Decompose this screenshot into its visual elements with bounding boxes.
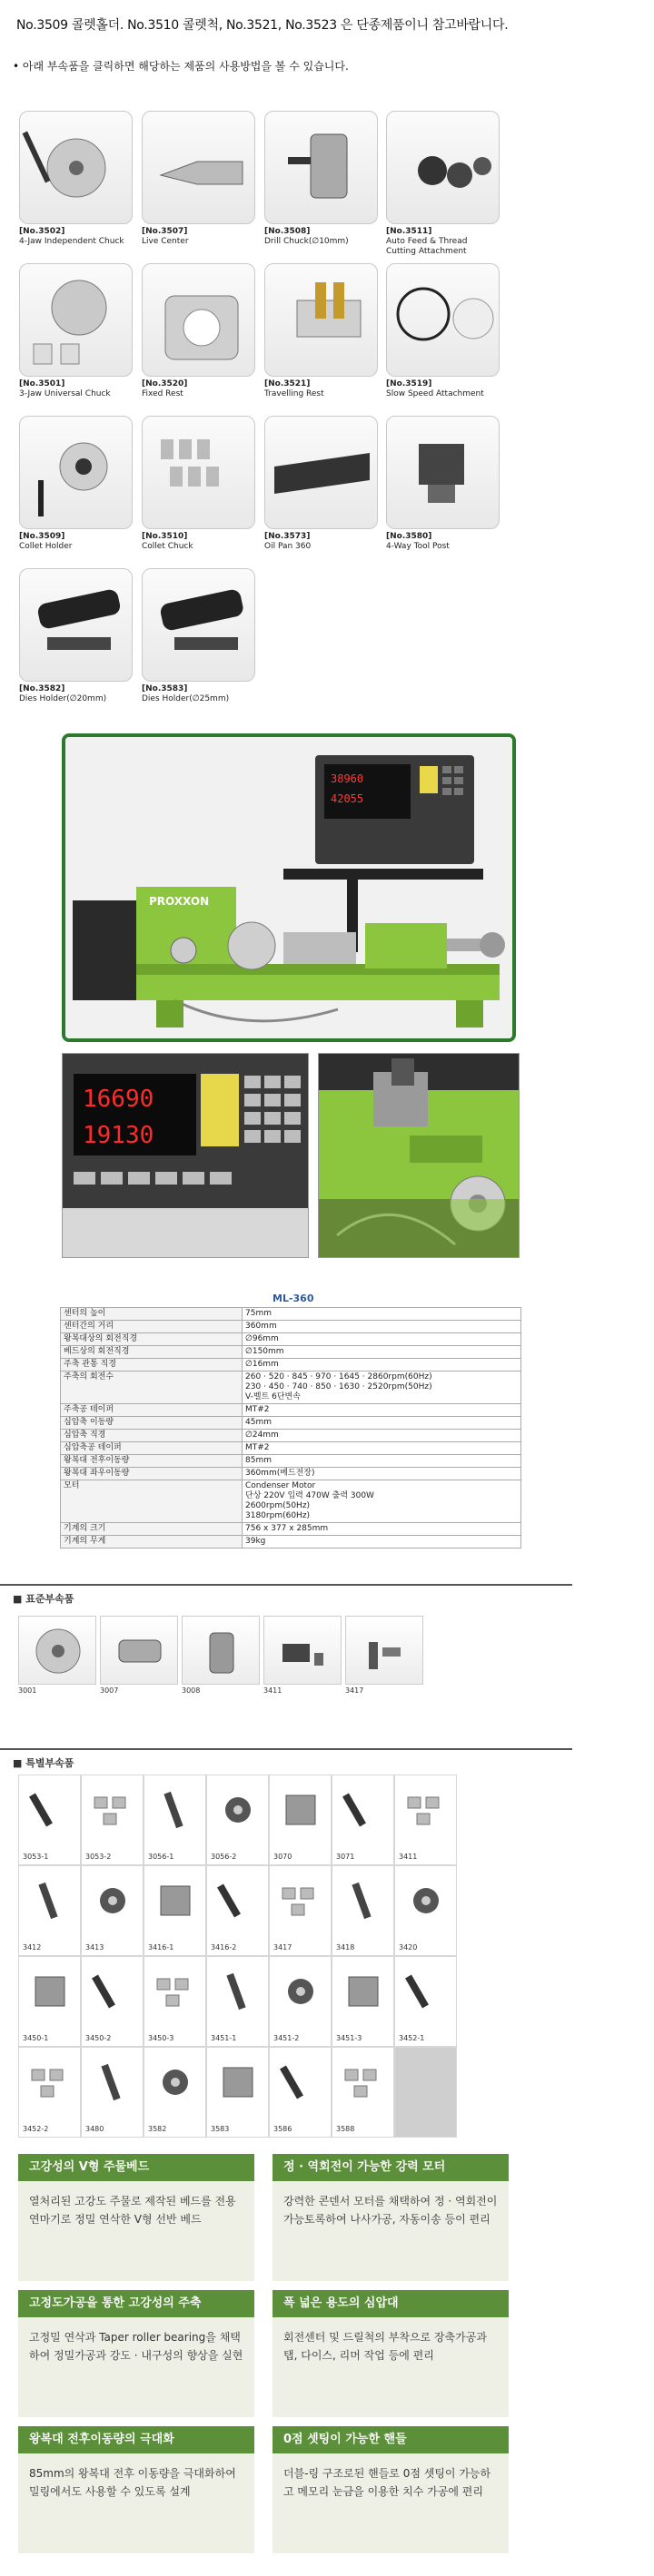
spec-value: ∅96mm <box>243 1333 521 1346</box>
spec-title: ML-360 <box>272 1293 314 1304</box>
accessory-label <box>386 379 500 399</box>
spec-key: 주축공 테이퍼 <box>61 1404 243 1417</box>
special-accessory-photo[interactable] <box>154 1788 197 1832</box>
special-accessory-photo[interactable] <box>91 2060 134 2104</box>
accessory-photo[interactable] <box>142 263 255 377</box>
accessory-item[interactable] <box>142 263 255 399</box>
special-accessory[interactable] <box>332 1775 394 1865</box>
feature-title: 고강성의 V형 주물베드 <box>18 2154 254 2181</box>
accessory-number: [No.3573] <box>264 532 311 541</box>
accessory-photo[interactable] <box>19 263 133 377</box>
spec-row <box>61 1430 521 1442</box>
special-accessory-number: 3450-1 <box>23 2034 49 2042</box>
feature-box <box>272 2154 509 2281</box>
spec-row <box>61 1359 521 1372</box>
accessory-label <box>264 227 378 247</box>
accessory-photo[interactable] <box>142 416 255 529</box>
accessory-number: [No.3519] <box>386 379 432 388</box>
spec-key: 기계의 크기 <box>61 1523 243 1536</box>
section-divider <box>0 1748 572 1750</box>
accessory-label <box>142 684 255 704</box>
special-accessory-number: 3418 <box>336 1943 355 1952</box>
special-accessory[interactable] <box>269 1775 332 1865</box>
special-accessory-photo[interactable] <box>279 1879 322 1922</box>
accessory-label <box>19 532 133 552</box>
spec-key: 기계의 무게 <box>61 1536 243 1549</box>
special-accessory[interactable] <box>18 1865 81 1956</box>
accessory-name: Fixed Rest <box>142 389 183 398</box>
accessory-name: Collet Holder <box>19 542 73 551</box>
display-small-top: 38960 <box>331 772 364 785</box>
spec-value: ∅24mm <box>243 1430 521 1442</box>
standard-accessory-number: 3007 <box>100 1686 119 1695</box>
special-accessory-photo[interactable] <box>342 1879 385 1922</box>
accessory-number: [No.3509] <box>19 532 65 541</box>
feature-body: 강력한 콘덴서 모터를 채택하여 정 · 역회전이 가능토록하여 나사가공, 자동이송 등이 편리 <box>272 2181 509 2281</box>
accessory-number: [No.3501] <box>19 379 65 388</box>
feature-box <box>272 2426 509 2553</box>
special-accessory-number: 3070 <box>273 1853 292 1861</box>
spec-key: 주축의 회전수 <box>61 1372 243 1404</box>
special-accessory[interactable] <box>18 1775 81 1865</box>
accessory-item[interactable] <box>264 263 378 399</box>
special-accessory-number: 3451-1 <box>211 2034 237 2042</box>
spec-value: 756 x 377 x 285mm <box>243 1523 521 1536</box>
carriage-closeup <box>318 1053 520 1258</box>
special-accessory-photo[interactable] <box>216 2060 260 2104</box>
accessory-photo[interactable] <box>264 263 378 377</box>
special-accessory[interactable] <box>18 1956 81 2047</box>
accessory-name: 4-Jaw Independent Chuck <box>19 237 124 246</box>
accessory-number: [No.3502] <box>19 227 65 236</box>
accessory-photo[interactable] <box>386 416 500 529</box>
special-accessory-number: 3582 <box>148 2125 167 2133</box>
spec-key: 왕복대 좌우이동량 <box>61 1468 243 1480</box>
spec-key: 왕복대 전후이동량 <box>61 1455 243 1468</box>
special-accessory-number: 3451-3 <box>336 2034 362 2042</box>
accessory-number: [No.3507] <box>142 227 188 236</box>
special-accessory-photo[interactable] <box>279 2060 322 2104</box>
accessory-name: Dies Holder(∅25mm) <box>142 694 230 703</box>
accessory-label <box>19 227 133 247</box>
accessory-item[interactable] <box>386 111 500 257</box>
feature-title: 0점 셋팅이 가능한 핸들 <box>272 2426 509 2453</box>
spec-key: 모터 <box>61 1480 243 1523</box>
accessory-photo[interactable] <box>264 111 378 224</box>
spec-row <box>61 1523 521 1536</box>
spec-row <box>61 1333 521 1346</box>
standard-accessory-number: 3417 <box>345 1686 364 1695</box>
special-accessory[interactable] <box>269 1865 332 1956</box>
special-accessory[interactable] <box>144 2047 206 2138</box>
accessory-photo[interactable] <box>142 568 255 682</box>
spec-row <box>61 1442 521 1455</box>
spec-key: 왕복대상의 회전직경 <box>61 1333 243 1346</box>
spec-value: Condenser Motor 단상 220V 입력 470W 출력 300W 2600rpm(50Hz) 3180rpm(60Hz) <box>243 1480 521 1523</box>
special-accessory-number: 3450-3 <box>148 2034 174 2042</box>
special-accessory[interactable] <box>206 1775 269 1865</box>
spec-value: 85mm <box>243 1455 521 1468</box>
spec-key: 센터간의 거리 <box>61 1321 243 1333</box>
accessory-item[interactable] <box>19 568 133 704</box>
accessory-photo[interactable] <box>19 416 133 529</box>
standard-accessory-number: 3008 <box>182 1686 201 1695</box>
special-accessory-photo[interactable] <box>91 1788 134 1832</box>
special-accessory-photo[interactable] <box>342 2060 385 2104</box>
discontinued-notice: No.3509 콜렛홀더. No.3510 콜렛척, No.3521, No.3523 은 단종제품이니 참고바랍니다. <box>16 18 509 33</box>
feature-body: 고정밀 연삭과 Taper roller bearing을 채택하여 정밀가공과 강도 · 내구성의 향상을 실현 <box>18 2317 254 2417</box>
feature-box <box>18 2154 254 2281</box>
standard-accessory-number: 3411 <box>263 1686 282 1695</box>
standard-accessory[interactable] <box>18 1616 96 1695</box>
display-small-bottom: 42055 <box>331 792 364 805</box>
standard-accessory-photo[interactable] <box>182 1616 260 1685</box>
accessory-label <box>386 227 500 257</box>
readout-top: 16690 <box>83 1086 154 1113</box>
special-accessory-number: 3071 <box>336 1853 355 1861</box>
standard-accessory-photo[interactable] <box>263 1616 342 1685</box>
feature-body: 열처리된 고강도 주물로 제작된 베드를 전용 연마기로 정밀 연삭한 V형 선반 베드 <box>18 2181 254 2281</box>
special-accessory-number: 3452-2 <box>23 2125 49 2133</box>
special-accessory[interactable] <box>18 2047 81 2138</box>
accessory-item[interactable] <box>142 111 255 247</box>
special-accessory-photo[interactable] <box>28 2060 72 2104</box>
lathe-brand: PROXXON <box>149 895 210 908</box>
special-accessory-number: 3583 <box>211 2125 230 2133</box>
accessory-photo[interactable] <box>386 111 500 224</box>
spec-value: 39kg <box>243 1536 521 1549</box>
special-accessory-photo[interactable] <box>279 1970 322 2013</box>
spec-row <box>61 1468 521 1480</box>
accessory-name: Dies Holder(∅20mm) <box>19 694 107 703</box>
accessory-name: Oil Pan 360 <box>264 542 312 551</box>
special-accessory[interactable] <box>332 2047 394 2138</box>
feature-title: 왕복대 전후이동량의 극대화 <box>18 2426 254 2453</box>
accessory-number: [No.3580] <box>386 532 432 541</box>
readout-bottom: 19130 <box>83 1122 154 1149</box>
spec-row <box>61 1321 521 1333</box>
special-accessory-photo[interactable] <box>404 1970 448 2013</box>
accessory-item[interactable] <box>264 416 378 552</box>
standard-accessory-photo[interactable] <box>18 1616 96 1685</box>
special-accessory[interactable] <box>144 1956 206 2047</box>
accessory-photo[interactable] <box>19 111 133 224</box>
special-accessory-photo[interactable] <box>279 1788 322 1832</box>
special-accessory-number: 3053-1 <box>23 1853 49 1861</box>
special-accessory[interactable] <box>81 1956 144 2047</box>
usage-hint: • 아래 부속품을 클릭하면 해당하는 제품의 사용방법을 볼 수 있습니다. <box>13 60 349 73</box>
accessory-photo[interactable] <box>386 263 500 377</box>
feature-box <box>272 2290 509 2417</box>
special-accessory-number: 3450-2 <box>85 2034 112 2042</box>
spec-row <box>61 1308 521 1321</box>
accessory-number: [No.3521] <box>264 379 311 388</box>
special-accessory[interactable] <box>206 1956 269 2047</box>
accessory-number: [No.3508] <box>264 227 311 236</box>
spec-value: 45mm <box>243 1417 521 1430</box>
special-accessory[interactable] <box>81 1775 144 1865</box>
spec-value: 360mm <box>243 1321 521 1333</box>
accessory-name: Live Center <box>142 237 189 246</box>
accessory-item[interactable] <box>19 263 133 399</box>
accessory-name: Drill Chuck(∅10mm) <box>264 237 349 246</box>
accessory-label <box>19 379 133 399</box>
digital-scale-photo <box>62 733 516 1042</box>
special-accessory-number: 3412 <box>23 1943 42 1952</box>
spec-row <box>61 1455 521 1468</box>
accessory-number: [No.3511] <box>386 227 432 236</box>
special-accessory[interactable] <box>332 1865 394 1956</box>
accessory-photo[interactable] <box>264 416 378 529</box>
standard-accessory-number: 3001 <box>18 1686 37 1695</box>
spec-value: 260 · 520 · 845 · 970 · 1645 · 2860rpm(60Hz) 230 · 450 · 740 · 850 · 1630 · 2520rpm(50Hz) V-벨트 6단변속 <box>243 1372 521 1404</box>
special-accessory-number: 3056-2 <box>211 1853 237 1861</box>
standard-accessory[interactable] <box>345 1616 423 1695</box>
spec-value: MT#2 <box>243 1442 521 1455</box>
spec-row <box>61 1404 521 1417</box>
accessory-item[interactable] <box>142 568 255 704</box>
accessory-name: Travelling Rest <box>264 389 324 398</box>
feature-title: 정 · 역회전이 가능한 강력 모터 <box>272 2154 509 2181</box>
special-accessory-photo[interactable] <box>91 1879 134 1922</box>
special-accessory-photo[interactable] <box>28 1970 72 2013</box>
special-accessory-number: 3053-2 <box>85 1853 112 1861</box>
special-accessory-photo[interactable] <box>216 1788 260 1832</box>
special-accessory-photo[interactable] <box>342 1970 385 2013</box>
spec-row <box>61 1346 521 1359</box>
spec-row <box>61 1372 521 1404</box>
spec-value: ∅150mm <box>243 1346 521 1359</box>
accessory-item[interactable] <box>264 111 378 247</box>
spec-value: 360mm(베드전장) <box>243 1468 521 1480</box>
accessory-name: 3-Jaw Universal Chuck <box>19 389 111 398</box>
special-accessory-photo[interactable] <box>342 1788 385 1832</box>
accessory-label <box>142 227 255 247</box>
accessory-name: Slow Speed Attachment <box>386 389 484 398</box>
special-accessory-number: 3420 <box>399 1943 418 1952</box>
accessory-label <box>142 379 255 399</box>
standard-title: ■ 표준부속품 <box>13 1593 74 1605</box>
accessory-number: [No.3583] <box>142 684 188 693</box>
spec-key: 심압축 직경 <box>61 1430 243 1442</box>
special-accessory-photo[interactable] <box>154 2060 197 2104</box>
accessory-number: [No.3582] <box>19 684 65 693</box>
accessory-photo[interactable] <box>142 111 255 224</box>
special-accessory-photo[interactable] <box>28 1788 72 1832</box>
special-accessory-photo[interactable] <box>154 1879 197 1922</box>
special-accessory-number: 3056-1 <box>148 1853 174 1861</box>
special-accessory-photo[interactable] <box>404 1788 448 1832</box>
spec-key: 심압축공 테이퍼 <box>61 1442 243 1455</box>
accessory-label <box>19 684 133 704</box>
spec-table <box>60 1307 521 1549</box>
special-accessory-number: 3413 <box>85 1943 104 1952</box>
spec-row <box>61 1480 521 1523</box>
accessory-name: Collet Chuck <box>142 542 193 551</box>
accessory-label <box>142 532 255 552</box>
accessory-item[interactable] <box>19 111 133 247</box>
special-accessory[interactable] <box>144 1775 206 1865</box>
feature-body: 더블-링 구조로된 핸들로 0점 셋팅이 가능하고 메모리 눈금을 이용한 치수 가공에 편리 <box>272 2453 509 2553</box>
special-title: ■ 특별부속품 <box>13 1757 74 1769</box>
accessory-name: Auto Feed & Thread Cutting Attachment <box>386 237 468 256</box>
accessory-item[interactable] <box>142 416 255 552</box>
special-accessory[interactable] <box>394 1775 457 1865</box>
feature-title: 폭 넓은 용도의 심압대 <box>272 2290 509 2317</box>
special-accessory[interactable] <box>144 1865 206 1956</box>
empty-cell <box>394 2047 457 2138</box>
accessory-label <box>264 379 378 399</box>
special-accessory-photo[interactable] <box>404 1879 448 1922</box>
special-accessory[interactable] <box>269 2047 332 2138</box>
spec-key: 베드상의 회전직경 <box>61 1346 243 1359</box>
special-accessory-number: 3417 <box>273 1943 292 1952</box>
section-divider <box>0 1584 572 1586</box>
accessory-photo[interactable] <box>19 568 133 682</box>
special-accessory[interactable] <box>269 1956 332 2047</box>
special-accessory[interactable] <box>206 1865 269 1956</box>
accessory-number: [No.3510] <box>142 532 188 541</box>
accessory-label <box>386 532 500 552</box>
special-accessory-photo[interactable] <box>216 1970 260 2013</box>
spec-value: ∅16mm <box>243 1359 521 1372</box>
special-accessory-number: 3588 <box>336 2125 355 2133</box>
special-accessory-number: 3416-1 <box>148 1943 174 1952</box>
special-accessory[interactable] <box>81 1865 144 1956</box>
special-accessory-number: 3451-2 <box>273 2034 300 2042</box>
special-accessory-number: 3416-2 <box>211 1943 237 1952</box>
spec-row <box>61 1536 521 1549</box>
accessory-item[interactable] <box>386 416 500 552</box>
feature-body: 회전센터 및 드릴척의 부착으로 장축가공과 탭, 다이스, 리머 작업 등에 편리 <box>272 2317 509 2417</box>
standard-accessory[interactable] <box>182 1616 260 1695</box>
special-accessory[interactable] <box>81 2047 144 2138</box>
digital-readout-closeup <box>62 1053 309 1258</box>
accessory-item[interactable] <box>386 263 500 399</box>
special-accessory-photo[interactable] <box>154 1970 197 2013</box>
spec-key: 심압축 이동량 <box>61 1417 243 1430</box>
special-accessory-number: 3411 <box>399 1853 418 1861</box>
accessory-label <box>264 532 378 552</box>
standard-accessory-photo[interactable] <box>100 1616 178 1685</box>
special-accessory-photo[interactable] <box>28 1879 72 1922</box>
spec-row <box>61 1417 521 1430</box>
special-accessory-number: 3586 <box>273 2125 292 2133</box>
feature-body: 85mm의 왕복대 전후 이동량을 극대화하여 밀링에서도 사용할 수 있도록 설계 <box>18 2453 254 2553</box>
spec-key: 센터의 높이 <box>61 1308 243 1321</box>
standard-accessory-photo[interactable] <box>345 1616 423 1685</box>
lathe-illustration <box>65 737 516 1042</box>
special-accessory-number: 3480 <box>85 2125 104 2133</box>
special-accessory[interactable] <box>394 1865 457 1956</box>
standard-accessory[interactable] <box>100 1616 178 1695</box>
feature-box <box>18 2290 254 2417</box>
accessory-number: [No.3520] <box>142 379 188 388</box>
spec-key: 주축 관통 직경 <box>61 1359 243 1372</box>
special-accessory[interactable] <box>206 2047 269 2138</box>
special-accessory[interactable] <box>332 1956 394 2047</box>
feature-box <box>18 2426 254 2553</box>
accessory-name: 4-Way Tool Post <box>386 542 450 551</box>
special-accessory-photo[interactable] <box>216 1879 260 1922</box>
spec-value: 75mm <box>243 1308 521 1321</box>
special-accessory[interactable] <box>394 1956 457 2047</box>
special-accessory-photo[interactable] <box>91 1970 134 2013</box>
standard-accessory[interactable] <box>263 1616 342 1695</box>
feature-title: 고정도가공을 통한 고강성의 주축 <box>18 2290 254 2317</box>
special-accessory-number: 3452-1 <box>399 2034 425 2042</box>
accessory-item[interactable] <box>19 416 133 552</box>
spec-value: MT#2 <box>243 1404 521 1417</box>
